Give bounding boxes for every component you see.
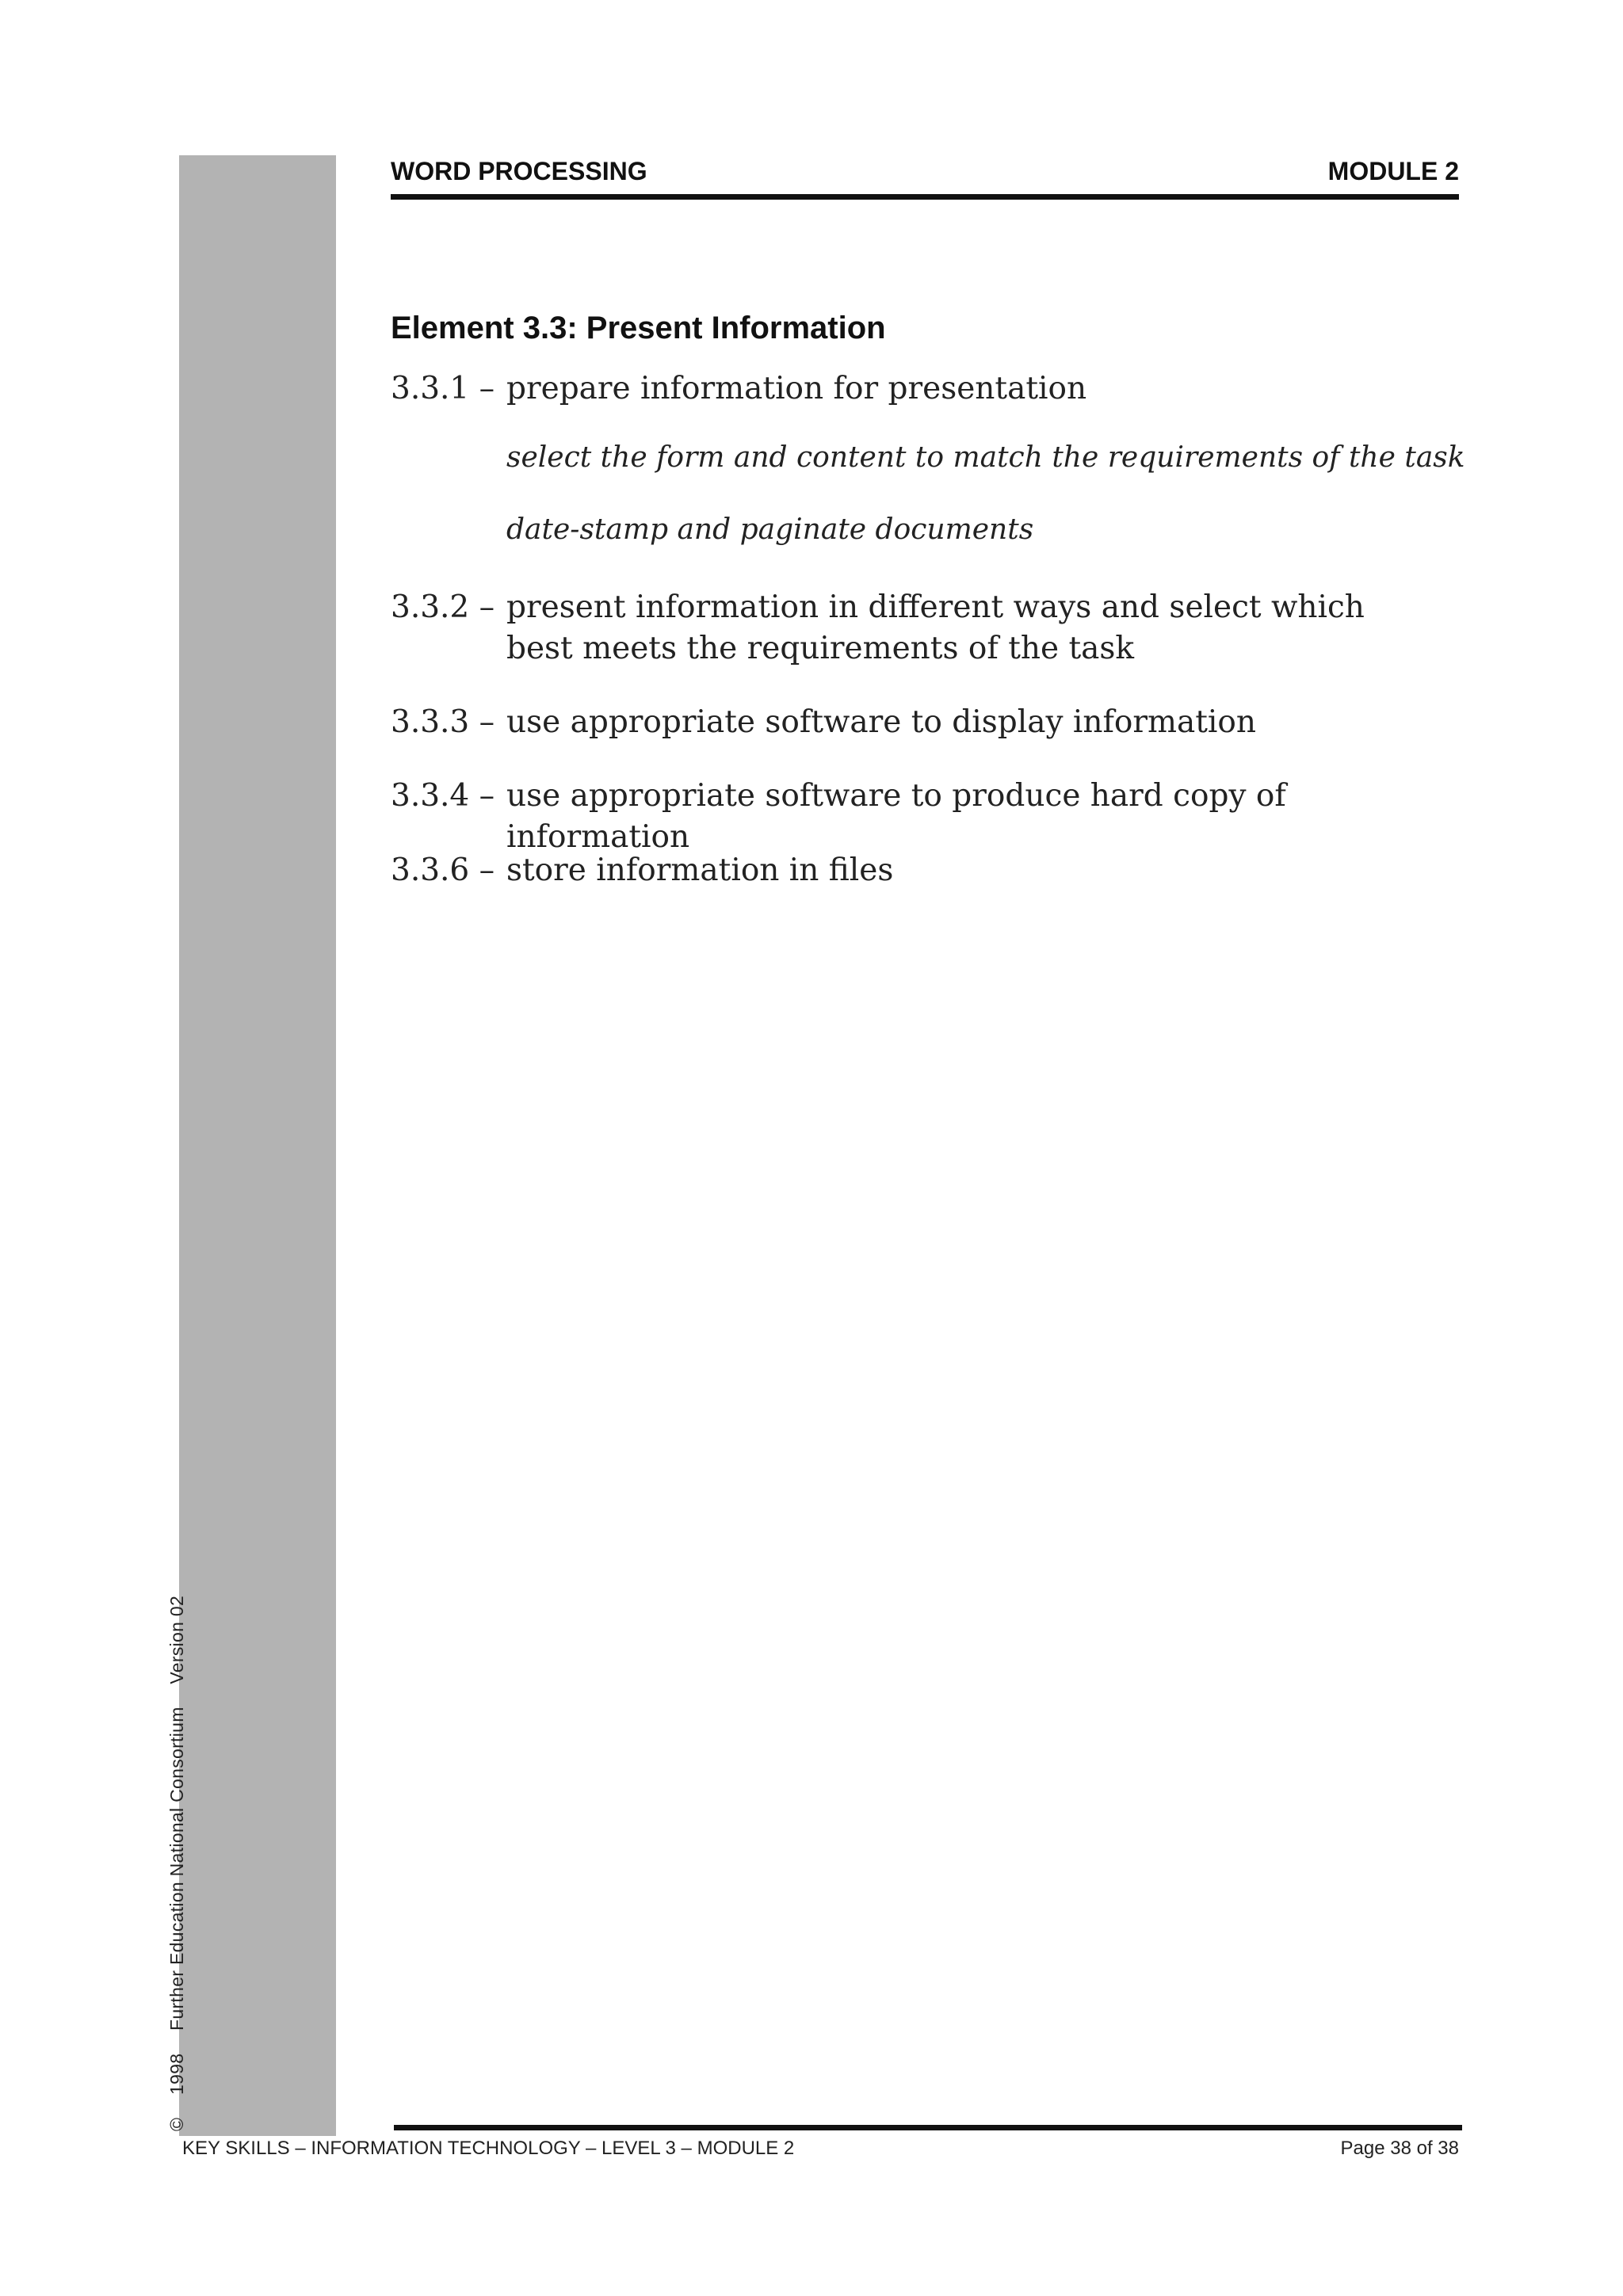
element-title: Element 3.3: Present Information <box>391 311 886 345</box>
page-header <box>391 157 1459 192</box>
sub-item: select the form and content to match the requirements of the task <box>506 441 1465 474</box>
item-number: 3.3.2 – <box>391 589 495 625</box>
item-text: use appropriate software to display information <box>506 704 1256 740</box>
item-number: 3.3.4 – <box>391 778 495 814</box>
side-copyright-caption <box>166 1578 188 2131</box>
header-section-title: WORD PROCESSING <box>391 157 647 185</box>
item-text: use appropriate software to produce hard copy of information <box>506 778 1286 855</box>
header-module-label: MODULE 2 <box>1327 157 1459 185</box>
footer-course-title: KEY SKILLS – INFORMATION TECHNOLOGY – LEVEL 3 – MODULE 2 <box>182 2138 795 2159</box>
item-number: 3.3.3 – <box>391 704 495 740</box>
copyright-organisation: Further Education National Consortium <box>166 1707 187 2031</box>
item-number: 3.3.1 – <box>391 371 495 406</box>
left-margin-band <box>179 155 336 2136</box>
document-version: Version 02 <box>166 1595 187 1684</box>
item-text: prepare information for presentation <box>506 371 1087 406</box>
footer-page-number: Page 38 of 38 <box>1340 2138 1459 2159</box>
copyright-year: 1998 <box>166 2053 187 2096</box>
footer-rule <box>394 2125 1462 2130</box>
sub-item: date-stamp and paginate documents <box>506 513 1034 546</box>
copyright-symbol: © <box>166 2117 187 2131</box>
item-text: store information in files <box>506 852 894 888</box>
header-rule <box>391 194 1459 200</box>
item-text: present information in different ways and select which best meets the requirements of the task <box>506 589 1365 666</box>
item-number: 3.3.6 – <box>391 852 495 888</box>
